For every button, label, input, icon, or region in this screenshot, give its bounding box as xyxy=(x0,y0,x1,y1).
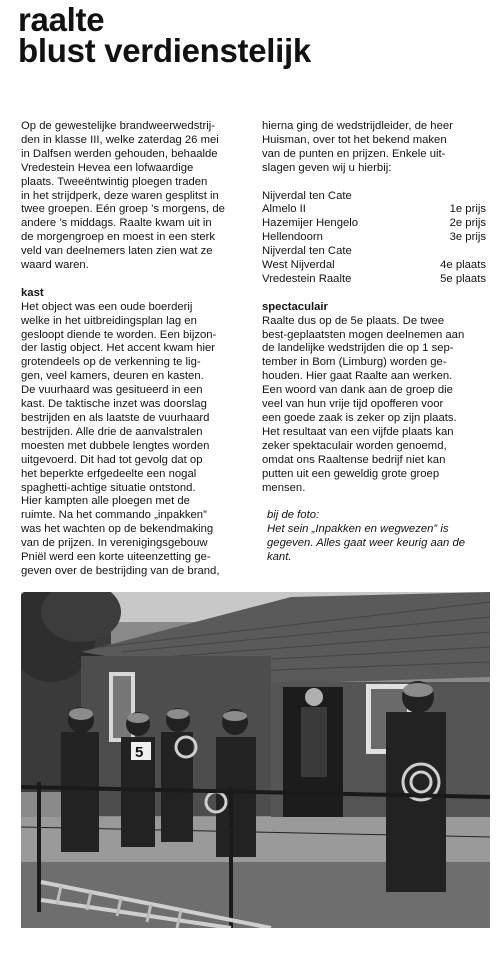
text-line: uitgevoerd. Dit had tot gevolg dat op xyxy=(21,453,203,466)
text-line: Vredestein Hevea een lofwaardige xyxy=(21,161,194,174)
text-line: andere ’s middags. Raalte kwam uit in xyxy=(21,217,212,230)
text-line: veld van deelnemers laten zien wat ze xyxy=(21,245,213,258)
text-line: de landelijke wedstrijden die op 1 sep- xyxy=(262,342,454,355)
results-list xyxy=(262,190,488,287)
text-line: gen, veel kamers, deuren en kasten. xyxy=(21,370,204,383)
result-place xyxy=(486,190,488,204)
left-column xyxy=(21,120,251,579)
title-line-1: raalte xyxy=(18,1,105,38)
text-line: welke in het uitbreidingsplan lag en xyxy=(21,314,197,327)
result-place: 5e plaats xyxy=(440,272,486,285)
text-line: Het object was een oude boerderij xyxy=(21,300,193,313)
text-line: grotendeels op de verkenning te lig- xyxy=(21,356,201,369)
right-column xyxy=(262,120,488,565)
text-line: veel van hun vrije tijd opofferen voor xyxy=(262,398,444,411)
text-line: gesloopt diende te worden. Een bijzon- xyxy=(21,328,217,341)
result-place: 4e plaats xyxy=(440,259,486,272)
text-line: Het resultaat van een vijfde plaats kan xyxy=(262,425,454,438)
text-line: geven over de bestrijding van de brand, xyxy=(21,564,220,577)
result-row xyxy=(262,245,488,259)
text-line: het beperkte erfgedeelte een nogal xyxy=(21,467,197,480)
result-team: Hellendoorn xyxy=(262,231,323,244)
text-line: een goede zaak is zeker op zijn plaats. xyxy=(262,412,457,424)
result-row xyxy=(262,190,488,204)
text-line: den in klasse III, welke zaterdag 26 mei xyxy=(21,133,219,146)
text-line: van de prijzen. In verenigingsgebouw xyxy=(21,537,208,550)
text-line: slagen geven wij u hierbij: xyxy=(262,161,392,174)
text-line: in het strijdperk, deze waren gesplitst in xyxy=(21,189,219,202)
section-heading-kast: kast xyxy=(21,286,44,299)
intro-paragraph xyxy=(21,120,251,273)
text-line: waard waren. xyxy=(21,259,89,272)
text-line: zeker spektaculair worden genoemd, xyxy=(262,439,447,452)
text-line: de morgengroep en moest in een sterk xyxy=(21,231,216,244)
text-line: moesten met dubbele lengtes worden xyxy=(21,439,210,452)
text-line: in Dalfsen werden gehouden, behaalde xyxy=(21,147,218,160)
caption-label: bij de foto: xyxy=(267,509,320,522)
text-line: Hier kampten alle ploegen met de xyxy=(21,495,190,508)
text-line: bestrijden. Alle drie de aanvalstralen xyxy=(21,425,203,438)
text-line: omdat ons Raaltense bedrijf niet kan xyxy=(262,453,446,466)
text-line: ruimte. Na het commando „inpakken” xyxy=(21,509,207,522)
text-line: bestrijden en als laatste de vuurhaard xyxy=(21,412,210,425)
text-line: der lastig object. Het accent kwam hier xyxy=(21,342,216,355)
result-team: Nijverdal ten Cate xyxy=(262,245,352,258)
text-line: mensen. xyxy=(262,481,306,494)
text-line: houden. Hier gaat Raalte aan werken. xyxy=(262,370,453,383)
result-row xyxy=(262,203,488,217)
text-line: putten uit een geweldig grote groep xyxy=(262,467,440,480)
text-line: twee groepen. Eén groep ’s morgens, de xyxy=(21,203,225,216)
text-line: Pniël werd een korte uiteenzetting ge- xyxy=(21,551,211,564)
kast-paragraph xyxy=(21,301,251,579)
result-team: Vredestein Raalte xyxy=(262,272,352,285)
text-line: was het wachten op de bekendmaking xyxy=(21,523,214,536)
text-line: Huisman, over tot het bekend maken xyxy=(262,133,447,146)
article-photo xyxy=(21,592,490,928)
text-line: plaats. Tweeëntwintig ploegen traden xyxy=(21,175,208,188)
result-place: 3e prijs xyxy=(449,231,486,244)
result-row xyxy=(262,259,488,273)
title-line-2: blust verdienstelijk xyxy=(18,32,311,69)
text-line: spaghetti-achtige situatie ontstond. xyxy=(21,481,196,494)
section-heading-spectaculair: spectaculair xyxy=(262,300,328,313)
result-team: Nijverdal ten Cate xyxy=(262,189,352,202)
text-line: best-geplaatsten mogen deelnemen aan xyxy=(262,328,465,341)
results-intro xyxy=(262,120,488,176)
text-line: Een woord van dank aan de groep die xyxy=(262,384,453,397)
result-row xyxy=(262,217,488,231)
photo-caption xyxy=(262,509,488,565)
caption-line: kant. xyxy=(267,551,292,564)
text-line: van de punten en prijzen. Enkele uit- xyxy=(262,147,446,160)
result-place xyxy=(486,245,488,259)
helmet-number: 5 xyxy=(135,744,144,761)
result-team: Hazemijer Hengelo xyxy=(262,217,359,230)
result-team: Almelo II xyxy=(262,203,306,216)
spectaculair-paragraph xyxy=(262,315,488,496)
result-place: 1e prijs xyxy=(449,203,486,216)
result-team: West Nijverdal xyxy=(262,259,335,272)
text-line: kast. De taktische inzet was doorslag xyxy=(21,398,207,411)
text-line: Raalte dus op de 5e plaats. De twee xyxy=(262,314,445,327)
text-line: tember in Bom (Limburg) worden ge- xyxy=(262,356,447,369)
caption-line: Het sein „Inpakken en wegwezen” is xyxy=(267,523,449,536)
result-row xyxy=(262,231,488,245)
result-row xyxy=(262,273,488,287)
caption-line: gegeven. Alles gaat weer keurig aan de xyxy=(267,537,466,550)
text-line: De vuurhaard was gesitueerd in een xyxy=(21,384,203,397)
text-line: hierna ging de wedstrijdleider, de heer xyxy=(262,120,453,132)
result-place: 2e prijs xyxy=(449,217,486,230)
article-title xyxy=(18,1,488,69)
text-line: Op de gewestelijke brandweerwedstrij- xyxy=(21,120,216,132)
